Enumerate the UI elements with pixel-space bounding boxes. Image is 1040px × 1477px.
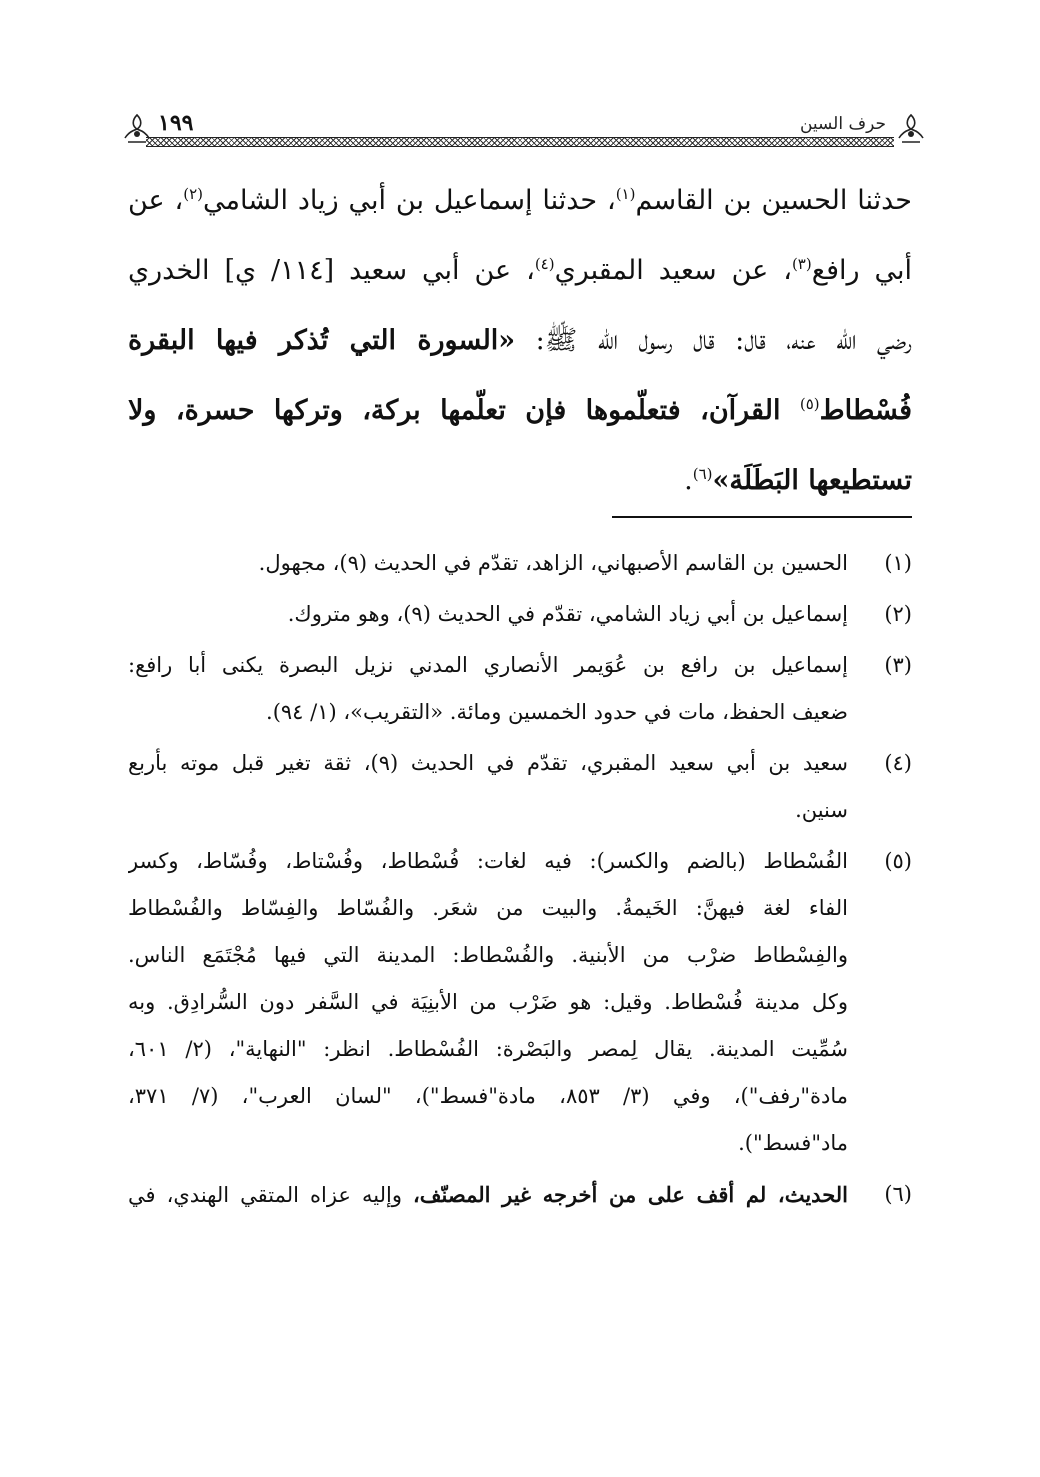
main-line [128, 446, 912, 516]
footnote-line: الحسين بن القاسم الأصبهاني، الزاهد، تقدّم في الحديث (٩)، مجهول. [258, 551, 848, 575]
footnote-marker[interactable]: (٢) [183, 185, 204, 203]
footnote-marker[interactable]: (٤) [534, 255, 555, 273]
footnote-line [128, 1171, 848, 1218]
footnote-line: مادة"رفف")، وفي (٣/ ٨٥٣، مادة"فسط")، "لسان العرب"، (٧/ ٣٧١، [128, 1084, 848, 1108]
hadith-text [128, 166, 912, 516]
text-segment: رضي الله عنه، قال: قال رسول الله ﷺ: [515, 325, 912, 356]
footnote [128, 591, 912, 638]
footnote-line: إسماعيل بن رافع بن عُوَيمر الأنصاري المدني نزيل البصرة يكنى أبا رافع: [128, 653, 848, 677]
footnote [128, 1171, 912, 1218]
text-segment: وإليه عزاه المتقي الهندي، في [128, 1183, 413, 1207]
footnote-number: (٢) [884, 602, 912, 626]
text-segment: حدثنا الحسين بن القاسم [635, 185, 912, 216]
text-segment: القرآن، فتعلّموها فإن تعلّمها بركة، وتركها حسرة، ولا [128, 395, 800, 426]
footnote-marker[interactable]: (٥) [799, 395, 820, 413]
text-segment: ، عن سعيد المقبري [554, 255, 792, 286]
footnote-divider [612, 516, 912, 518]
main-line [128, 306, 912, 376]
text-segment: الحديث، لم أقف على من أخرجه غير المصنّف، [413, 1182, 848, 1207]
header-rule [146, 137, 894, 147]
footnote [128, 838, 912, 1167]
text-segment: فُسْطاط [819, 395, 912, 426]
footnote-number: (٤) [884, 751, 912, 775]
footnote-marker[interactable]: (٣) [791, 255, 812, 273]
footnote-line: الفاء لغة فيهنَّ: الخَيمةُ. والبيت من شعَر. والفُسّاط والفِسّاط والفُسْطاط [128, 896, 848, 920]
footnote-line: إسماعيل بن أبي زياد الشامي، تقدّم في الحديث (٩)، وهو متروك. [287, 602, 848, 626]
footnotes [128, 540, 912, 1222]
footnote-line: سنين. [795, 798, 848, 822]
footnote-line: ضعيف الحفظ، مات في حدود الخمسين ومائة. «التقريب»، (١/ ٩٤). [266, 700, 848, 724]
text-segment: تستطيعها البَطَلَة» [712, 465, 912, 496]
text-segment: «السورة التي تُذكر فيها البقرة [128, 325, 516, 356]
footnote-line: الفُسْطاط (بالضم والكسر): فيه لغات: فُسْطاط، وفُسْتاط، وفُسّاط، وكسر [128, 849, 848, 873]
footnote-line: والفِسْطاط ضرْب من الأبنية. والفُسْطاط: المدينة التي فيها مُجْتَمَع الناس. [128, 943, 848, 967]
footnote-line: ماد"فسط"). [738, 1131, 848, 1155]
main-line [128, 166, 912, 236]
footnote-number: (٥) [884, 849, 912, 873]
footnote-marker[interactable]: (١) [615, 185, 636, 203]
footnote [128, 540, 912, 587]
footnote-line: وكل مدينة فُسْطاط. وقيل: هو ضَرْب من الأبنِيَة في السَّفر دون السُّرادِق. وبه [128, 990, 848, 1014]
footnote [128, 642, 912, 736]
footnote-number: (١) [884, 551, 912, 575]
footnote-number: (٦) [884, 1182, 912, 1206]
floral-ornament-icon [894, 112, 928, 146]
footnote-marker[interactable]: (٦) [692, 465, 713, 483]
footnote-line: سعيد بن أبي سعيد المقبري، تقدّم في الحديث (٩)، ثقة تغير قبل موته بأربع [128, 751, 848, 775]
text-segment: أبي رافع [811, 255, 912, 286]
text-segment: ، حدثنا إسماعيل بن أبي زياد الشامي [203, 185, 616, 216]
footnote-number: (٣) [884, 653, 912, 677]
text-segment: ، عن أبي سعيد [١١٤/ ي] الخدري [128, 255, 535, 286]
footnote [128, 740, 912, 834]
footnote-line: سُمِّيت المدينة. يقال لِمصر والبَصْرة: الفُسْطاط. انظر: "النهاية"، (٢/ ٦٠١، [128, 1037, 848, 1061]
main-line [128, 236, 912, 306]
text-segment: ، عن [128, 185, 184, 216]
main-line [128, 376, 912, 446]
text-segment: . [684, 465, 693, 496]
page-header [126, 104, 914, 150]
page-number: ١٩٩ [158, 110, 194, 136]
chapter-title: حرف السين [799, 114, 886, 134]
